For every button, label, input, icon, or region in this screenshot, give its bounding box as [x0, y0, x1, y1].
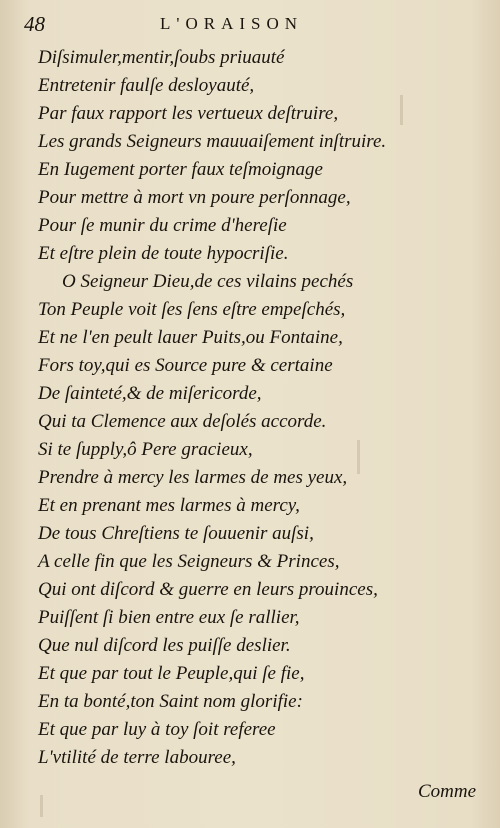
page-number: 48 — [24, 12, 45, 36]
verse-line: Qui ont diſcord & guerre en leurs prouinces, — [38, 579, 378, 600]
verse-line: Par faux rapport les vertueux deſtruire, — [38, 103, 339, 124]
verse-line: A celle fin que les Seigneurs & Princes, — [38, 551, 340, 572]
catchword: Comme — [418, 781, 477, 802]
verse-line: Ton Peuple voit ſes ſens eſtre empeſchés, — [38, 299, 346, 320]
verse-line: En Iugement porter faux teſmoignage — [38, 159, 323, 180]
running-head: L'ORAISON — [160, 14, 304, 33]
verse-line: L'vtilité de terre labouree, — [38, 747, 236, 768]
verse-line: Fors toy,qui es Source pure & certaine — [38, 355, 333, 376]
verse-line: Qui ta Clemence aux deſolés accorde. — [38, 411, 327, 432]
verse-line: De tous Chreſtiens te ſouuenir auſsi, — [38, 523, 314, 544]
verse-line: Les grands Seigneurs mauuaiſement inſtruire. — [38, 131, 387, 152]
page-header — [0, 10, 500, 40]
verse-line: Et ne l'en peult lauer Puits,ou Fontaine, — [38, 327, 343, 348]
ink-bleed-mark — [357, 440, 360, 474]
verse-line: Si te ſupply,ô Pere gracieux, — [38, 439, 253, 460]
verse-line: Puiſſent ſi bien entre eux ſe rallier, — [38, 607, 300, 628]
verse-line: Prendre à mercy les larmes de mes yeux, — [38, 467, 348, 488]
ink-bleed-mark — [40, 795, 43, 817]
verse-line: Pour mettre à mort vn poure perſonnage, — [38, 187, 351, 208]
ink-bleed-mark — [400, 95, 403, 125]
verse-line: Diſsimuler,mentir,ſoubs priuauté — [38, 47, 285, 68]
verse-line: Et que par luy à toy ſoit referee — [38, 719, 276, 740]
verse-line: De ſainteté,& de miſericorde, — [38, 383, 262, 404]
verse-line: Et que par tout le Peuple,qui ſe fie, — [38, 663, 305, 684]
verse-line: O Seigneur Dieu,de ces vilains pechés — [62, 271, 354, 292]
verse-line: Et en prenant mes larmes à mercy, — [38, 495, 300, 516]
verse-line: Entretenir faulſe desloyauté, — [38, 75, 255, 96]
verse-line: En ta bonté,ton Saint nom glorifie: — [38, 691, 303, 712]
verse-line: Et eſtre plein de toute hypocriſie. — [38, 243, 289, 264]
verse-line: Que nul diſcord les puiſſe deslier. — [38, 635, 291, 656]
verse-line: Pour ſe munir du crime d'hereſie — [38, 215, 287, 236]
